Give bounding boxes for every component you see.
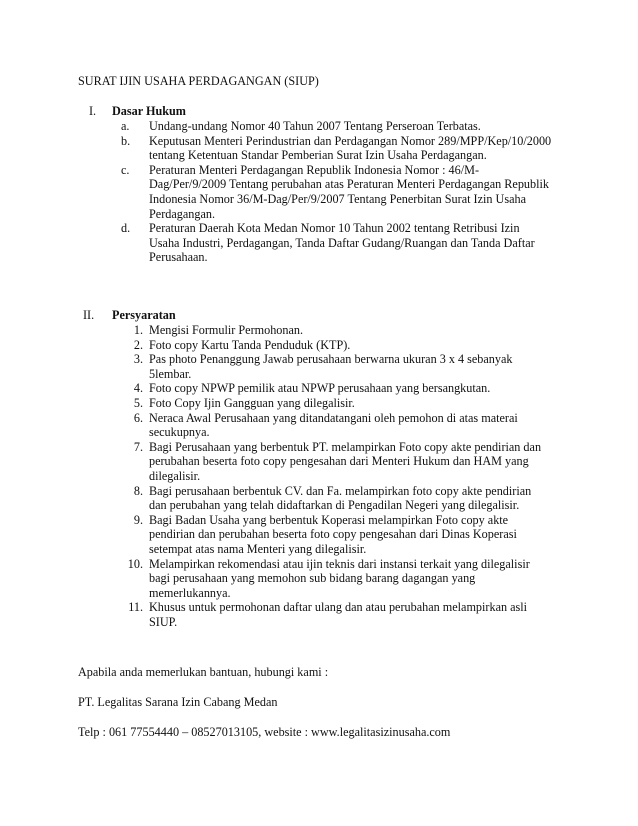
list-item-marker: a. — [121, 119, 130, 133]
list-item-text-line: Foto copy NPWP pemilik atau NPWP perusahaan yang bersangkutan. — [149, 381, 491, 396]
list-item-text-line: Keputusan Menteri Perindustrian dan Perdagangan Nomor 289/MPP/Kep/10/2000 — [149, 133, 552, 148]
list-item-marker: 5. — [133, 396, 143, 410]
list-item-text-line: Foto copy Kartu Tanda Penduduk (KTP). — [149, 337, 351, 352]
section-2-numeral: II. — [83, 308, 95, 322]
list-item-text-line: Foto Copy Ijin Gangguan yang dilegalisir. — [149, 396, 355, 410]
help-text: Apabila anda memerlukan bantuan, hubungi kami : — [78, 665, 329, 679]
section-1-heading: Dasar Hukum — [112, 104, 186, 118]
list-item-text-line: Bagi Badan Usaha yang berbentuk Koperasi melampirkan Foto copy akte — [149, 512, 509, 527]
list-item-text-line: tentang Ketentuan Standar Pemberian Surat Izin Usaha Perdagangan. — [149, 148, 487, 163]
list-item-marker: 10. — [127, 556, 143, 571]
list-item-text-line: SIUP. — [149, 615, 178, 629]
list-item-text-line: Mengisi Formulir Permohonan. — [149, 323, 304, 337]
list-item-text-line: Neraca Awal Perusahaan yang ditandatangani oleh pemohon di atas materai — [149, 410, 518, 425]
list-item-text-line: 5lembar. — [149, 366, 192, 381]
list-item-text-line: perubahan beserta foto copy pengesahan dari Menteri Hukum dan HAM yang — [149, 454, 529, 469]
list-item-text-line: Perdagangan. — [149, 206, 215, 221]
document-title: SURAT IJIN USAHA PERDAGANGAN (SIUP) — [78, 74, 319, 88]
section-2-heading: Persyaratan — [112, 308, 176, 322]
list-item-text-line: Undang-undang Nomor 40 Tahun 2007 Tentang Perseroan Terbatas. — [149, 119, 481, 133]
list-item-marker: c. — [121, 162, 130, 177]
list-item-marker: 6. — [133, 410, 143, 425]
list-item-marker: 8. — [133, 483, 143, 498]
list-item-text-line: Usaha Industri, Perdagangan, Tanda Daftar Gudang/Ruangan dan Tanda Daftar — [149, 235, 535, 250]
list-item-marker: d. — [121, 221, 131, 236]
list-item-text-line: setempat atas nama Menteri yang dilegalisir. — [149, 542, 367, 556]
list-item-marker: 7. — [133, 439, 143, 454]
list-item-text-line: bagi perusahaan yang memohon sub bidang barang dagangan yang — [149, 571, 476, 586]
list-item-marker: 1. — [133, 323, 143, 337]
list-item-marker: 2. — [133, 337, 143, 352]
list-item-text-line: Peraturan Menteri Perdagangan Republik Indonesia Nomor : 46/M- — [149, 162, 479, 177]
list-item-marker: 3. — [133, 352, 143, 367]
list-item-marker: 4. — [133, 381, 143, 396]
list-item-text-line: pendirian dan perubahan beserta foto copy pengesahan dari Dinas Koperasi — [149, 527, 517, 542]
list-item-text-line: memerlukannya. — [149, 585, 231, 600]
list-item-text-line: dilegalisir. — [149, 469, 201, 483]
list-item-marker: 11. — [128, 600, 143, 615]
company-name: PT. Legalitas Sarana Izin Cabang Medan — [78, 695, 278, 709]
list-item-text-line: Dag/Per/9/2009 Tentang perubahan atas Peraturan Menteri Perdagangan Republik — [149, 177, 549, 192]
list-item-text-line: Pas photo Penanggung Jawab perusahaan berwarna ukuran 3 x 4 sebanyak — [149, 352, 513, 367]
list-item-text-line: Melampirkan rekomendasi atau ijin teknis dari instansi terkait yang dilegalisir — [149, 556, 530, 571]
list-item-text-line: Khusus untuk permohonan daftar ulang dan atau perubahan melampirkan asli — [149, 600, 528, 615]
contact-info: Telp : 061 77554440 – 08527013105, website : www.legalitasizinusaha.com — [78, 725, 451, 739]
list-item-text-line: dan perubahan yang telah didaftarkan di Pengadilan Negeri yang dilegalisir. — [149, 498, 520, 513]
list-item-text-line: Perusahaan. — [149, 250, 208, 265]
list-item-text-line: Peraturan Daerah Kota Medan Nomor 10 Tahun 2002 tentang Retribusi Izin — [149, 221, 520, 236]
list-item-marker: b. — [121, 133, 131, 148]
list-item-text-line: Bagi perusahaan berbentuk CV. dan Fa. melampirkan foto copy akte pendirian — [149, 483, 532, 498]
list-item-text-line: Indonesia Nomor 36/M-Dag/Per/9/2007 Tentang Penerbitan Surat Izin Usaha — [149, 192, 526, 206]
section-1-numeral: I. — [89, 104, 97, 118]
list-item-text-line: Bagi Perusahaan yang berbentuk PT. melampirkan Foto copy akte pendirian dan — [149, 439, 542, 454]
list-item-marker: 9. — [133, 512, 143, 527]
list-item-text-line: secukupnya. — [149, 425, 210, 440]
